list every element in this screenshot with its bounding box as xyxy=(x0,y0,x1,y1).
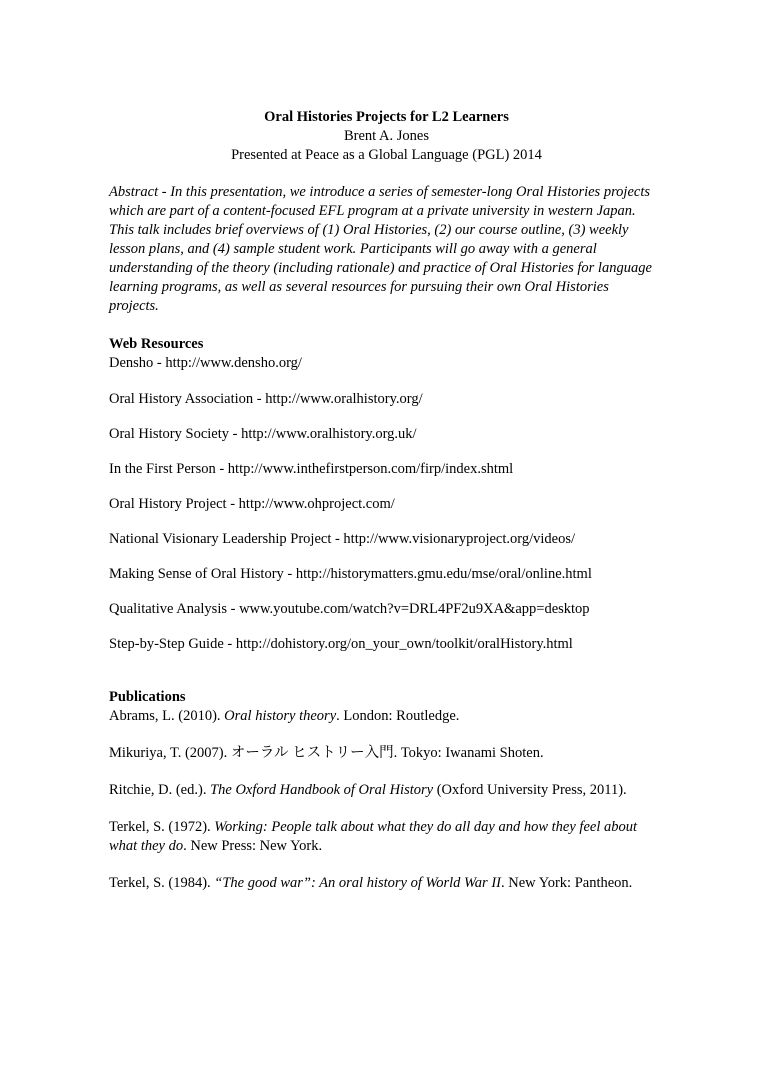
citation-title: Oral history theory xyxy=(224,708,337,724)
web-resource-item: Oral History Society - http://www.oralhistory.org.uk/ xyxy=(109,426,417,442)
citation-author: Ritchie, D. (ed.). xyxy=(109,782,211,798)
citation-rest: . New Press: New York. xyxy=(183,838,323,854)
document-page xyxy=(109,108,654,911)
web-resource-item: Making Sense of Oral History - http://historymatters.gmu.edu/mse/oral/online.html xyxy=(109,566,592,582)
web-resource-item: In the First Person - http://www.inthefirstperson.com/firp/index.shtml xyxy=(109,461,514,477)
citation-rest: (Oxford University Press, 2011). xyxy=(433,782,627,798)
document-title: Oral Histories Projects for L2 Learners xyxy=(264,109,509,125)
web-resource-item: Step-by-Step Guide - http://dohistory.org/on_your_own/toolkit/oralHistory.html xyxy=(109,636,573,652)
web-resource-item: Oral History Project - http://www.ohproject.com/ xyxy=(109,496,395,512)
citation-rest: . New York: Pantheon. xyxy=(500,875,633,891)
citation-author: Terkel, S. (1984). xyxy=(109,875,215,891)
citation-author: Terkel, S. (1972). xyxy=(109,819,215,835)
document-author: Brent A. Jones xyxy=(344,128,429,144)
publication-item xyxy=(109,818,654,856)
publication-item xyxy=(109,707,654,726)
abstract-paragraph: Abstract - In this presentation, we introduce a series of semester-long Oral Histories projects which are part of a content-focused EFL program at a private university in western Japan. This talk includes brief overviews of (1) Oral Histories, (2) our course outline, (3) weekly lesson plans, and (4) sample student work. Participants will go away with a general understanding of the theory (including rationale) and practice of Oral Histories for language learning programs, as well as several resources for pursuing their own Oral Histories projects. xyxy=(109,184,652,314)
citation-title: Working: People talk about what they do all day and how they feel about what they do xyxy=(109,819,638,854)
publication-item xyxy=(109,744,654,763)
citation-author: Mikuriya, T. (2007). オーラル ヒストリー入門. Tokyo: Iwanami Shoten. xyxy=(109,745,544,761)
web-resource-item: Densho - http://www.densho.org/ xyxy=(109,355,302,371)
publications-section xyxy=(109,688,654,893)
document-venue: Presented at Peace as a Global Language (PGL) 2014 xyxy=(231,147,542,163)
document-header xyxy=(119,108,654,165)
publication-item xyxy=(109,781,654,800)
web-resource-item: Qualitative Analysis - www.youtube.com/watch?v=DRL4PF2u9XA&app=desktop xyxy=(109,601,590,617)
citation-title: The Oxford Handbook of Oral History xyxy=(210,782,434,798)
web-resources-section xyxy=(109,335,654,654)
web-resource-item: Oral History Association - http://www.oralhistory.org/ xyxy=(109,391,423,407)
citation-title: “The good war”: An oral history of World War II xyxy=(214,875,501,891)
web-resource-item: National Visionary Leadership Project - http://www.visionaryproject.org/videos/ xyxy=(109,531,575,547)
web-resources-heading: Web Resources xyxy=(109,336,204,352)
citation-author: Abrams, L. (2010). xyxy=(109,708,225,724)
publications-heading: Publications xyxy=(109,689,186,705)
citation-rest: . London: Routledge. xyxy=(336,708,460,724)
publication-item xyxy=(109,874,654,893)
